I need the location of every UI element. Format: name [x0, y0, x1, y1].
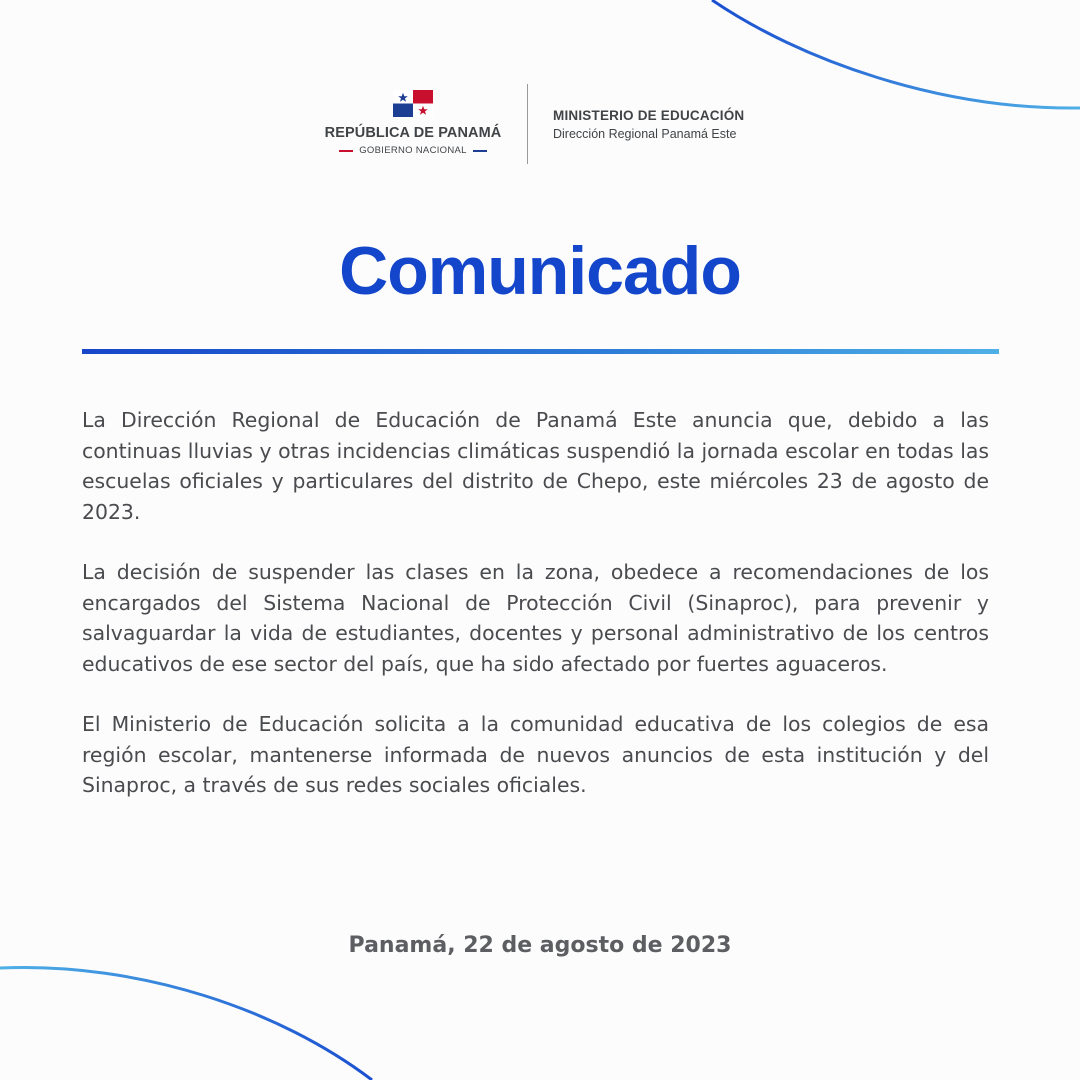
header: [0, 84, 1080, 166]
bottom-left-curve: [0, 967, 372, 1080]
ministry-title: MINISTERIO DE EDUCACIÓN: [553, 108, 745, 123]
government-subtitle-row: [318, 145, 508, 156]
government-title: REPÚBLICA DE PANAMÁ: [324, 125, 502, 141]
paragraph-2: La decisión de suspender las clases en la zona, obedece a recomendaciones de los encargados del Sistema Nacional de Protección Civil (Sinaproc), para prevenir y salvaguardar la vida de estudiantes, docentes y personal administrativo de los centros educativos de ese sector del país, que ha sido afectado por fuertes aguaceros.: [82, 560, 989, 676]
statement-body: [82, 405, 989, 831]
ministry-logo: [553, 108, 744, 141]
footer-date: Panamá, 22 de agosto de 2023: [348, 933, 732, 958]
blue-dash: [473, 150, 487, 152]
red-dash: [339, 150, 353, 152]
page-title: Comunicado: [339, 233, 741, 309]
paragraph-1: La Dirección Regional de Educación de Panamá Este anuncia que, debido a las continuas lluvias y otras incidencias climáticas suspendió la jornada escolar en todas las escuelas oficiales y particulares del distrito de Chepo, este miércoles 23 de agosto de 2023.: [82, 408, 989, 524]
government-logo: [318, 90, 508, 156]
header-divider: [527, 84, 528, 164]
ministry-subtitle: Dirección Regional Panamá Este: [553, 127, 737, 141]
government-subtitle: GOBIERNO NACIONAL: [359, 145, 467, 156]
panama-flag-icon: [393, 90, 433, 117]
paragraph-3: El Ministerio de Educación solicita a la comunidad educativa de los colegios de esa región escolar, mantenerse informada de nuevos anuncios de esta institución y del Sinaproc, a través de sus redes sociales oficiales.: [82, 712, 989, 797]
title-underline: [82, 349, 999, 354]
